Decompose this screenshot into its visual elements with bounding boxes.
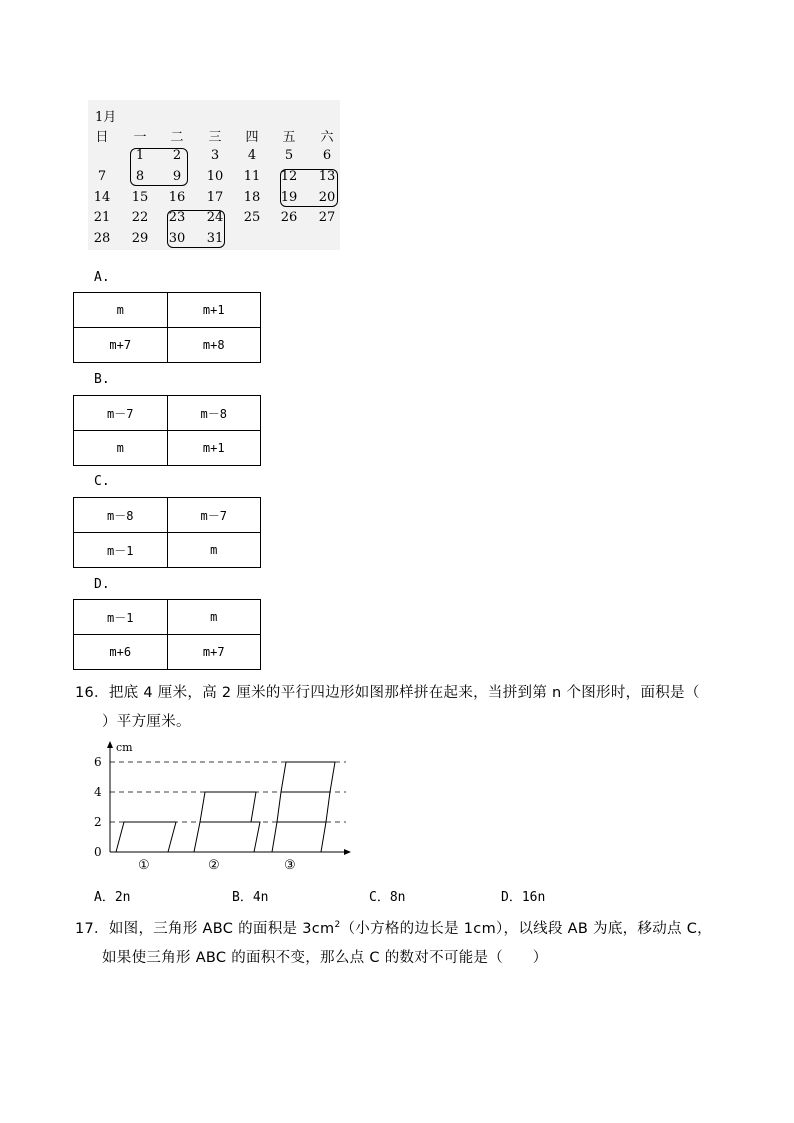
option-a-cell: m+7 [74, 328, 168, 363]
option-d-label: D. [94, 577, 110, 592]
calendar-day: 4 [247, 148, 257, 163]
calendar-day: 31 [206, 231, 224, 246]
choice-c: C．8n [369, 890, 406, 905]
option-c-table [73, 497, 261, 568]
calendar-weekday: 二 [170, 130, 184, 145]
calendar-day: 25 [243, 210, 261, 225]
question-16-line2: ）平方厘米。 [102, 714, 191, 730]
option-b-cell: m [74, 431, 168, 466]
calendar-day: 6 [322, 148, 332, 163]
parallelogram-2a [194, 822, 260, 852]
y-axis-unit: cm [116, 741, 133, 754]
calendar-day: 19 [280, 190, 298, 205]
parallelogram-figure [88, 738, 358, 873]
option-c-cell: m－8 [74, 498, 168, 533]
option-c-cell: m [167, 533, 261, 568]
option-c-cell: m－7 [167, 498, 261, 533]
calendar-day: 5 [284, 148, 294, 163]
calendar-day: 13 [318, 169, 336, 184]
calendar-day: 8 [135, 169, 145, 184]
option-d-cell: m－1 [74, 600, 168, 635]
choice-d: D．16n [501, 890, 546, 905]
calendar-weekday: 五 [282, 130, 296, 145]
option-b-cell: m+1 [167, 431, 261, 466]
calendar-weekday: 三 [208, 130, 222, 145]
calendar-day: 7 [97, 169, 107, 184]
question-17-text-a: 17．如图，三角形 ABC 的面积是 3cm [75, 921, 335, 937]
y-axis-arrow [107, 741, 113, 748]
y-tick-label: 0 [94, 845, 102, 859]
figure-label-2: ② [208, 858, 220, 873]
calendar-box-2 [280, 169, 338, 207]
parallelogram-3a [272, 822, 326, 852]
calendar-day: 20 [318, 190, 336, 205]
figure-label-1: ① [138, 858, 150, 873]
option-c-label: C. [94, 474, 110, 489]
calendar-weekday: 四 [245, 130, 259, 145]
option-a-label: A. [94, 270, 110, 285]
option-a-cell: m+8 [167, 328, 261, 363]
question-17-text-b: （小方格的边长是 1cm），以线段 AB 为底，移动点 C， [340, 921, 712, 937]
parallelogram-1 [116, 822, 176, 852]
option-b-cell: m－8 [167, 396, 261, 431]
choice-a: A．2n [94, 890, 131, 905]
parallelogram-3c [281, 762, 335, 792]
parallelogram-3b [277, 792, 330, 822]
option-b-label: B. [94, 372, 110, 387]
option-b-cell: m－7 [74, 396, 168, 431]
calendar-day: 22 [131, 210, 149, 225]
calendar-day: 2 [172, 148, 182, 163]
calendar-box-1 [130, 148, 188, 186]
calendar-day: 14 [93, 190, 111, 205]
option-d-cell: m [167, 600, 261, 635]
calendar-day: 9 [172, 169, 182, 184]
calendar-day: 26 [280, 210, 298, 225]
calendar-day: 12 [280, 169, 298, 184]
calendar-box-3 [167, 210, 225, 248]
option-c-cell: m－1 [74, 533, 168, 568]
calendar-day: 15 [131, 190, 149, 205]
calendar-day: 23 [168, 210, 186, 225]
calendar-month: 1月 [95, 110, 117, 125]
x-axis-arrow [344, 849, 351, 855]
y-tick-label: 6 [94, 755, 102, 769]
y-tick-label: 4 [94, 785, 102, 799]
calendar-day: 29 [131, 231, 149, 246]
calendar-day: 30 [168, 231, 186, 246]
option-d-cell: m+7 [167, 635, 261, 670]
y-tick-label: 2 [94, 815, 102, 829]
option-a-cell: m+1 [167, 293, 261, 328]
calendar-day: 1 [135, 148, 145, 163]
option-b-table [73, 395, 261, 466]
option-d-table [73, 599, 261, 670]
question-17-line1 [75, 917, 712, 938]
choice-b: B．4n [232, 890, 269, 905]
calendar-weekday: 一 [133, 130, 147, 145]
calendar-day: 24 [206, 210, 224, 225]
calendar-day: 27 [318, 210, 336, 225]
calendar-day: 21 [93, 210, 111, 225]
superscript-2: 2 [334, 920, 341, 931]
calendar-day: 11 [243, 169, 261, 184]
question-16-line1: 16．把底 4 厘米，高 2 厘米的平行四边形如图那样拼在起来，当拼到第 n 个图形时，面积是（ [75, 685, 700, 701]
calendar-day: 10 [206, 169, 224, 184]
calendar-day: 18 [243, 190, 261, 205]
calendar-day: 28 [93, 231, 111, 246]
option-a-cell: m [74, 293, 168, 328]
option-a-table [73, 292, 261, 363]
calendar-day: 3 [210, 148, 220, 163]
calendar-january [88, 100, 340, 250]
calendar-day: 17 [206, 190, 224, 205]
calendar-weekday: 六 [320, 130, 334, 145]
option-d-cell: m+6 [74, 635, 168, 670]
figure-label-3: ③ [284, 858, 296, 873]
calendar-weekday: 日 [95, 130, 109, 145]
parallelogram-2b [200, 792, 256, 822]
question-17-line2: 如果使三角形 ABC 的面积不变，那么点 C 的数对不可能是（ ） [102, 950, 548, 966]
calendar-day: 16 [168, 190, 186, 205]
